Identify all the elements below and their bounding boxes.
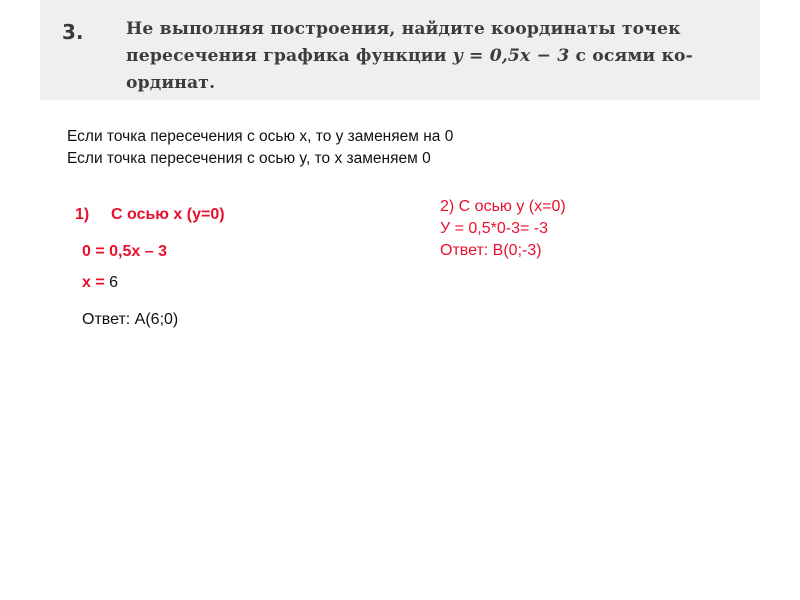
part1-answer: Ответ: А(6;0) <box>82 311 179 328</box>
part2-block <box>440 196 566 262</box>
part1-x-label: х = <box>82 274 110 291</box>
rule-x-axis: Если точка пересечения с осью x, то y заменяем на 0 <box>67 128 454 145</box>
part1-x-value: 6 <box>109 274 119 291</box>
part1-heading-text: С осью х (у=0) <box>111 206 225 223</box>
task-line-2-end: с осями ко- <box>569 46 693 66</box>
part2-heading: 2) С осью у (х=0) <box>440 198 566 215</box>
part1-heading <box>75 206 225 224</box>
task-line-3: ординат. <box>126 73 216 93</box>
part1-x-solution <box>82 274 118 292</box>
task-line-1: Не выполняя построения, найдите координаты точек <box>126 19 681 39</box>
rule-y-axis: Если точка пересечения с осью y, то x заменяем 0 <box>67 150 431 167</box>
function-formula: y = 0,5x − 3 <box>452 46 570 66</box>
task-line-2-start: пересечения графика функции <box>126 46 453 66</box>
task-number: 3. <box>62 20 84 44</box>
rules-block <box>67 126 453 170</box>
part1-number: 1) <box>75 206 90 223</box>
textbook-task-scan <box>40 0 760 100</box>
task-statement <box>126 16 756 97</box>
part1-equation: 0 = 0,5х – 3 <box>82 243 167 260</box>
part2-calculation: У = 0,5*0-3= -3 <box>440 220 549 237</box>
part2-answer: Ответ: В(0;-3) <box>440 242 542 259</box>
